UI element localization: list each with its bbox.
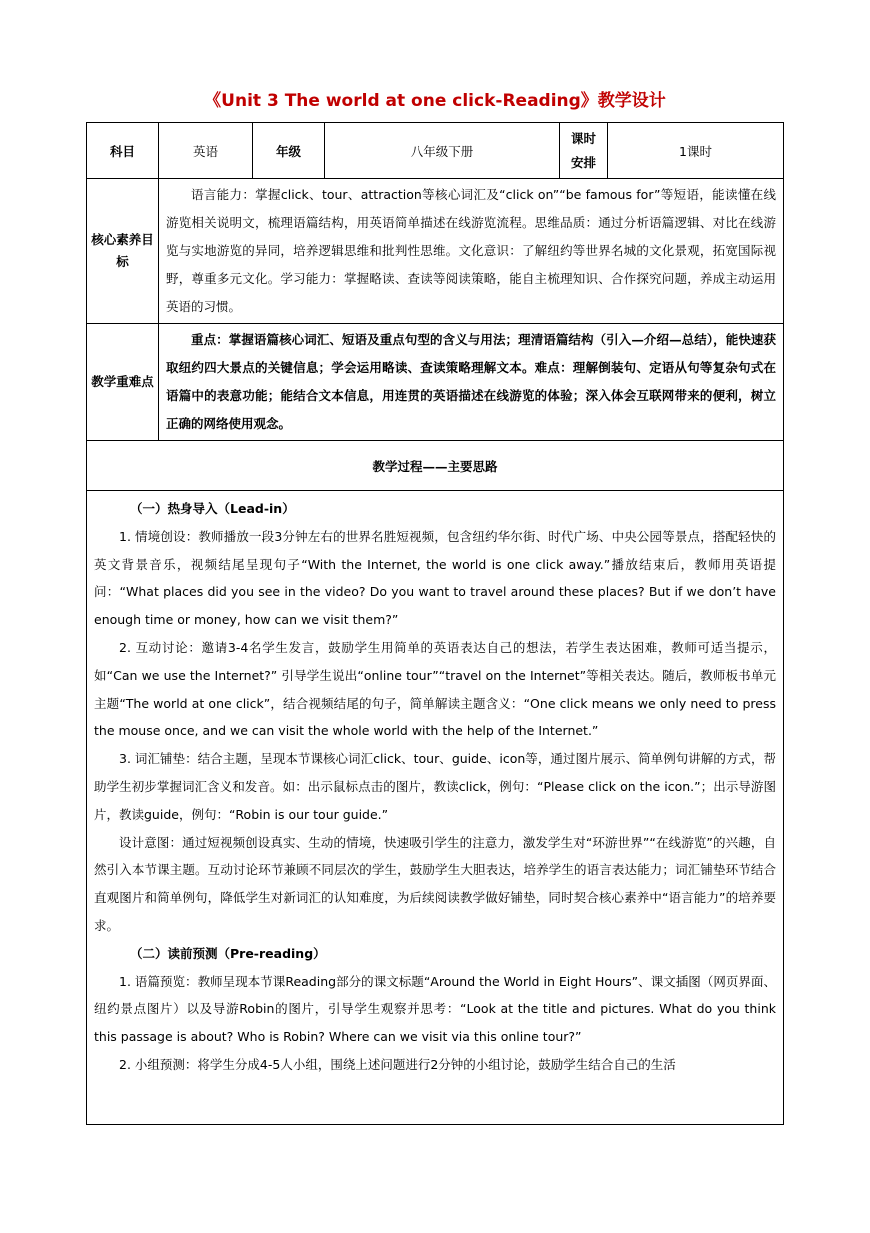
key-points-row <box>87 324 784 441</box>
document-title: 《Unit 3 The world at one click-Reading》教学设计 <box>204 91 666 111</box>
goals-row <box>87 179 784 324</box>
pre-reading-step-1: 1. 语篇预览：教师呈现本节课Reading部分的课文标题“Around the World in Eight Hours”、课文插图（网页界面、纽约景点图片）以及导游Robin的图片，引导学生观察并思考：“Look at the title and pictures. What do you think this passage is about? Who is Robin? Where can we visit via this online tour?” <box>94 973 776 1045</box>
grade-value: 八年级下册 <box>325 123 560 179</box>
goals-cell <box>159 179 784 324</box>
section-pre-reading-title: （二）读前预测（Pre-reading） <box>130 945 326 961</box>
process-heading-row <box>87 441 784 491</box>
key-points-text: 重点：掌握语篇核心词汇、短语及重点句型的含义与用法；理清语篇结构（引入—介绍—总结），能快速获取纽约四大景点的关键信息；学会运用略读、查读策略理解文本。难点：理解倒装句、定语从句等复杂句式在语篇中的表意功能；能结合文本信息，用连贯的英语描述在线游览的体验；深入体会互联网带来的便利，树立正确的网络使用观念。 <box>166 332 776 431</box>
process-body <box>87 491 784 1125</box>
key-points-cell <box>159 324 784 441</box>
process-heading: 教学过程——主要思路 <box>87 441 784 491</box>
key-points-label: 教学重难点 <box>87 324 159 441</box>
lead-in-step-1: 1. 情境创设：教师播放一段3分钟左右的世界名胜短视频，包含纽约华尔街、时代广场、中央公园等景点，搭配轻快的英文背景音乐，视频结尾呈现句子“With the Internet, the world is one click away.”播放结束后，教师用英语提问：“What places did you see in the video? Do you want to travel around these places? But if we don’t have enough time or money, how can we visit them?” <box>94 528 776 628</box>
pre-reading-step-2: 2. 小组预测：将学生分成4-5人小组，围绕上述问题进行2分钟的小组讨论，鼓励学生结合自己的生活 <box>119 1056 676 1072</box>
period-value: 1课时 <box>608 123 784 179</box>
goals-text: 语言能力：掌握click、tour、attraction等核心词汇及“click on”“be famous for”等短语，能读懂在线游览相关说明文，梳理语篇结构，用英语简单描述在线游览流程。思维品质：通过分析语篇逻辑、对比在线游览与实地游览的异同，培养逻辑思维和批判性思维。文化意识：了解纽约等世界名城的文化景观，拓宽国际视野，尊重多元文化。学习能力：掌握略读、查读等阅读策略，能自主梳理知识、合作探究问题，养成主动运用英语的习惯。 <box>166 187 776 314</box>
grade-label: 年级 <box>253 123 325 179</box>
subject-label: 科目 <box>87 123 159 179</box>
lead-in-step-2: 2. 互动讨论：邀请3-4名学生发言，鼓励学生用简单的英语表达自己的想法，若学生表达困难，教师可适当提示，如“Can we use the Internet?” 引导学生说出“online tour”“travel on the Internet”等相关表达。随后，教师板书单元主题“The world at one click”，结合视频结尾的句子，简单解读主题含义：“One click means we only need to press the mouse once, and we can visit the whole world with the help of the Internet.” <box>94 639 776 739</box>
lead-in-step-3: 3. 词汇铺垫：结合主题，呈现本节课核心词汇click、tour、guide、icon等，通过图片展示、简单例句讲解的方式，帮助学生初步掌握词汇含义和发音。如：出示鼠标点击的图片，教读click，例句：“Please click on the icon.”；出示导游图片，教读guide，例句：“Robin is our tour guide.” <box>94 751 776 822</box>
subject-value: 英语 <box>159 123 253 179</box>
section-lead-in-title: （一）热身导入（Lead-in） <box>130 501 295 516</box>
lead-in-design-intent: 设计意图：通过短视频创设真实、生动的情境，快速吸引学生的注意力，激发学生对“环游世界”“在线游览”的兴趣，自然引入本节课主题。互动讨论环节兼顾不同层次的学生，鼓励学生大胆表达，培养学生的语言表达能力；词汇铺垫环节结合直观图片和简单例句，降低学生对新词汇的认知难度，为后续阅读教学做好铺垫，同时契合核心素养中“语言能力”的培养要求。 <box>94 834 776 933</box>
info-row <box>87 123 784 179</box>
process-body-row <box>87 491 784 1125</box>
period-label: 课时安排 <box>560 123 608 179</box>
lesson-plan-table <box>86 122 784 1125</box>
goals-label: 核心素养目标 <box>87 179 159 324</box>
